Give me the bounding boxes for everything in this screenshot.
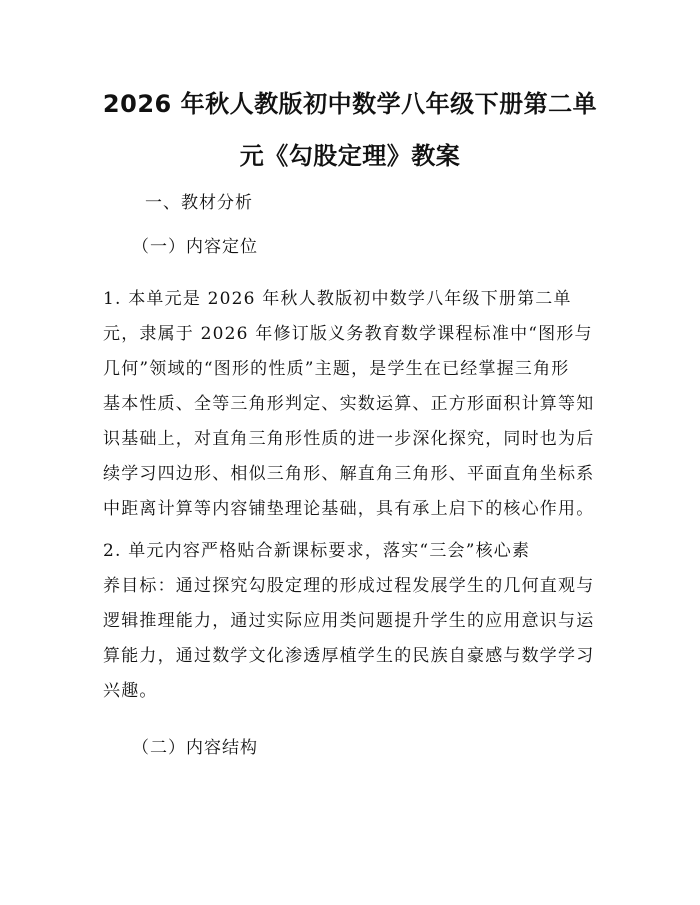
paragraph-1-line: 基本性质、全等三角形判定、实数运算、正方形面积计算等知 [103,394,595,414]
paragraph-2 [103,534,603,709]
paragraph-1 [103,282,603,527]
section-heading-textbook-analysis: 一、教材分析 [145,193,253,213]
paragraph-1-line: 1. 本单元是 2026 年秋人教版初中数学八年级下册第二单 [103,289,572,309]
paragraph-2-line: 兴趣。 [103,681,158,701]
document-title-line-2: 元《勾股定理》教案 [239,142,461,170]
paragraph-1-line: 几何”领域的“图形的性质”主题，是学生在已经掌握三角形 [103,359,570,379]
paragraph-2-line: 算能力，通过数学文化渗透厚植学生的民族自豪感与数学学习 [103,646,595,666]
subsection-heading-content-positioning: （一）内容定位 [132,237,258,257]
paragraph-1-line: 中距离计算等内容铺垫理论基础，具有承上启下的核心作用。 [103,499,595,519]
paragraph-1-line: 续学习四边形、相似三角形、解直角三角形、平面直角坐标系 [103,464,595,484]
subsection-heading-content-structure: （二）内容结构 [132,738,258,758]
paragraph-2-line: 养目标：通过探究勾股定理的形成过程发展学生的几何直观与 [103,576,595,596]
paragraph-2-line: 2. 单元内容严格贴合新课标要求，落实“三会”核心素 [103,541,531,561]
paragraph-1-line: 元，隶属于 2026 年修订版义务教育数学课程标准中“图形与 [103,324,593,344]
paragraph-2-line: 逻辑推理能力，通过实际应用类问题提升学生的应用意识与运 [103,611,595,631]
paragraph-1-line: 识基础上，对直角三角形性质的进一步深化探究，同时也为后 [103,429,595,449]
document-title-line-1: 2026 年秋人教版初中数学八年级下册第二单 [102,90,598,118]
